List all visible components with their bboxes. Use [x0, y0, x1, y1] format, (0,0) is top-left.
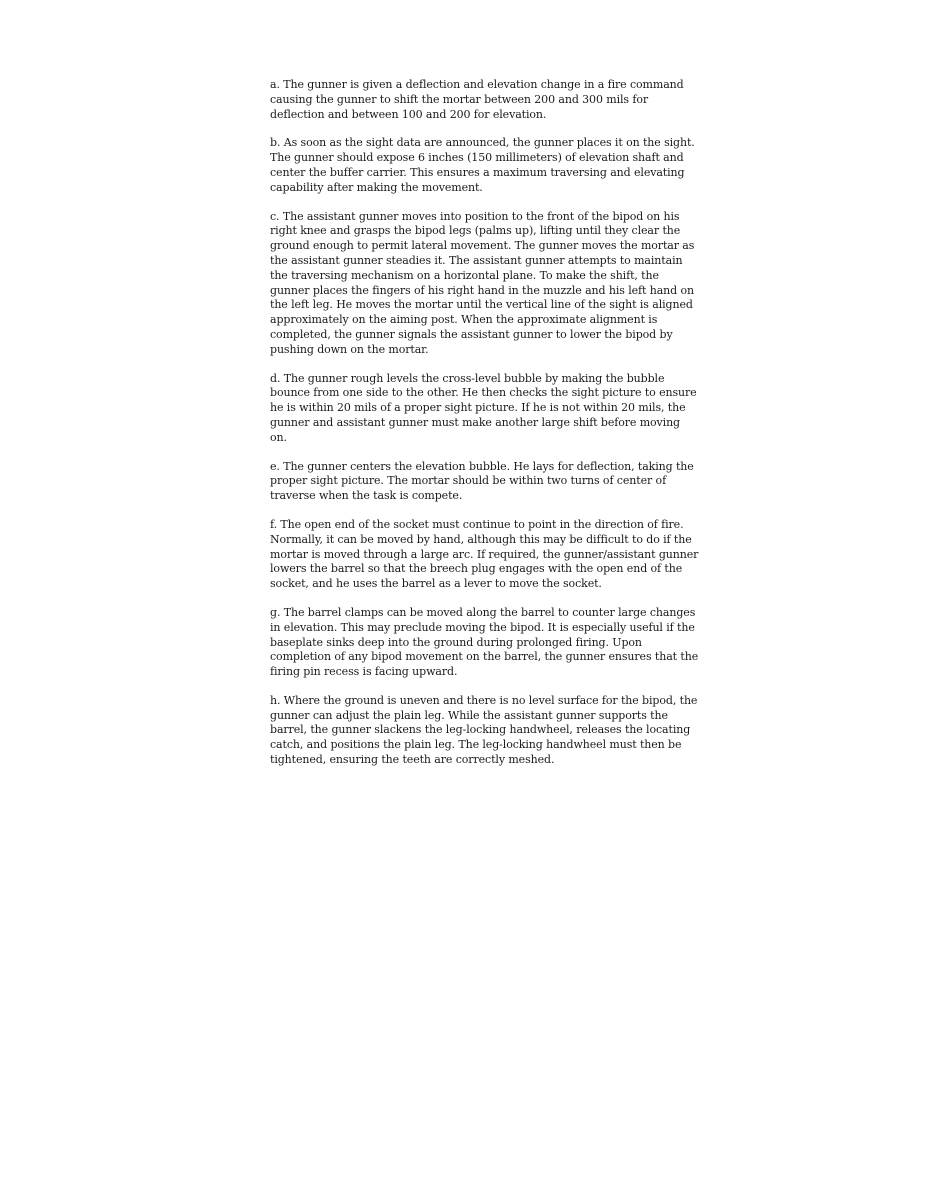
paragraph-c: c. The assistant gunner moves into position to the front of the bipod on his right knee and grasps the bipod legs (palms up), lifting until they clear the ground enough to permit lateral movement. The gunner moves the mortar as the assistant gunner steadies it. The assistant gunner attempts to maintain the traversing mechanism on a horizontal plane. To make the shift, the gunner places the fingers of his right hand in the muzzle and his left hand on the left leg. He moves the mortar until the vertical line of the sight is aligned approximately on the aiming post. When the approximate alignment is completed, the gunner signals the assistant gunner to lower the bipod by pushing down on the mortar.	[270, 209, 695, 356]
paragraph-d: d. The gunner rough levels the cross-level bubble by making the bubble bounce from one side to the other. He then checks the sight picture to ensure he is within 20 mils of a proper sight picture. If he is not within 20 mils, the gunner and assistant gunner must make another large shift before moving on.	[270, 371, 697, 444]
paragraph-g: g. The barrel clamps can be moved along the barrel to counter large changes in elevation. This may preclude moving the bipod. It is especially useful if the baseplate sinks deep into the ground during prolonged firing. Upon completion of any bipod movement on the barrel, the gunner ensures that the firing pin recess is facing upward.	[270, 605, 699, 679]
paragraph-h: h. Where the ground is uneven and there is no level surface for the bipod, the gunner can adjust the plain leg. While the assistant gunner supports the barrel, the gunner slackens the leg-locking handwheel, releases the locating catch, and positions the plain leg. The leg-locking handwheel must then be tightened, ensuring the teeth are correctly meshed.	[270, 693, 698, 767]
paragraph-a: a. The gunner is given a deflection and elevation change in a fire command causing the gunner to shift the mortar between 200 and 300 mils for deflection and between 100 and 200 for elevation.	[270, 78, 684, 121]
text-column	[270, 78, 700, 782]
paragraph-f: f. The open end of the socket must continue to point in the direction of fire. Normally, it can be moved by hand, although this may be difficult to do if the mortar is moved through a large arc. If required, the gunner/assistant gunner lowers the barrel so that the breech plug engages with the open end of the socket, and he uses the barrel as a lever to move the socket.	[270, 517, 699, 591]
paragraph-e: e. The gunner centers the elevation bubble. He lays for deflection, taking the proper sight picture. The mortar should be within two turns of center of traverse when the task is compete.	[270, 459, 694, 503]
paragraph-b: b. As soon as the sight data are announced, the gunner places it on the sight. The gunner should expose 6 inches (150 millimeters) of elevation shaft and center the buffer carrier. This ensures a maximum traversing and elevating capability after making the movement.	[270, 136, 695, 194]
